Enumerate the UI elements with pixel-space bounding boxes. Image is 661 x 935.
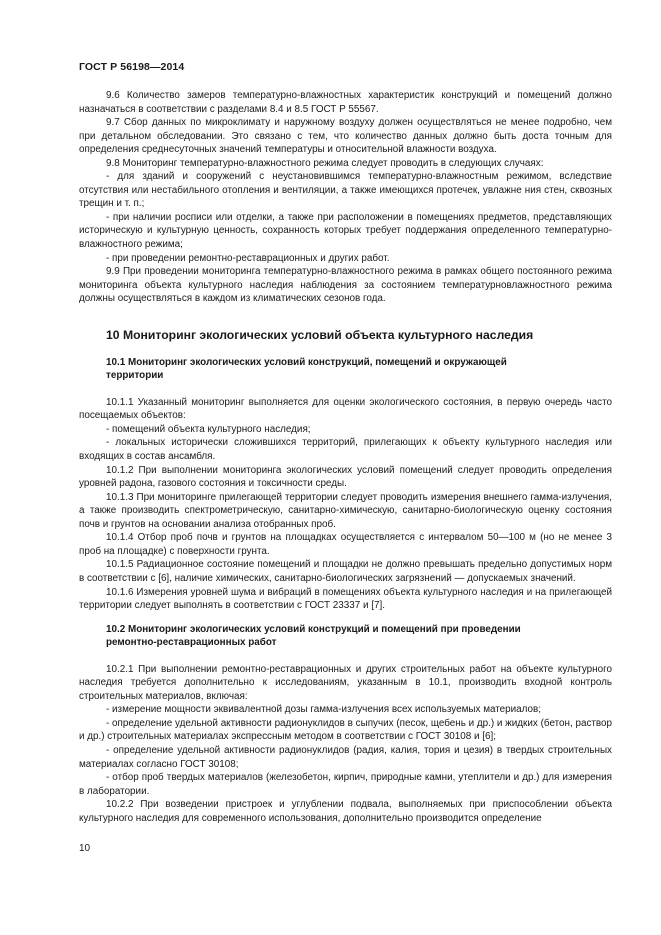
list-item: - локальных исторически сложившихся территорий, прилегающих к объекту культурного наследия или входящих в состав ансамбля. [79,437,612,463]
list-item: - при проведении ремонтно-реставрационных и других работ. [106,252,390,264]
paragraph-9-7: 9.7 Сбор данных по микроклимату и наружному воздуху должен осуществляться не менее подробно, чем при детальном обследовании. Это связано с тем, что количество данных должно быть доста точным для определения среднесуточных значений температуры и относительной влажности воздуха. [79,117,613,156]
page-number: 10 [79,843,91,854]
paragraph-10-1-5: 10.1.5 Радиационное состояние помещений и площадки не должно превышать предельно допустимых норм в соответствии с [6], наличие химических, санитарно-биологических загрязнений — допускаемых значений. [79,559,612,584]
document-header: ГОСТ Р 56198—2014 [79,61,185,73]
list-item: - при наличии росписи или отделки, а также при расположении в помещениях предметов, представляющих историческую и культурную ценность, сохранность которых требует поддержания определенного температурно-влажностного режима; [79,211,612,251]
paragraph-10-1-4: 10.1.4 Отбор проб почв и грунтов на площадках осуществляется с интервалом 50—100 м (но не менее 3 проб на площадке) с поверхности грунта. [79,532,612,557]
list-item: - помещений объекта культурного наследия; [106,423,311,435]
list-item: - определение удельной активности радионуклидов в сыпучих (песок, щебень и др.) и жидких (бетон, раствор и др.) строительных материалах экспрессным методом в соответствии с ГОСТ 30108 и [6]; [79,717,613,743]
document-body [79,89,612,825]
paragraph-10-1-6: 10.1.6 Измерения уровней шума и вибраций в помещениях объекта культурного наследия и на прилегающей территории следует выполнять в соответствии с ГОСТ 23337 и [7]. [79,586,612,612]
paragraph-10-2-2: 10.2.2 При возведении пристроек и углублении подвала, выполняемых при приспособлении объекта культурного наследия для современного использования, дополнительно производится определение [79,799,612,824]
section-10-heading: 10 Мониторинг экологических условий объекта культурного наследия [106,327,534,342]
paragraph-10-2-1: 10.2.1 При выполнении ремонтно-реставрационных и других строительных работ на объекте культурного наследия требуется дополнительно к исследованиям, указанным в 10.1, производить входной контроль строительных материалов, включая: [79,663,612,702]
list-item: - для зданий и сооружений с неустановившимся температурно-влажностным режимом, вследствие отсутствия или нестабильного отопления и вентиляции, а также имеющихся протечек, увлажне ния стен, сквозных трещин и т. п.; [79,171,613,210]
list-item: - отбор проб твердых материалов (железобетон, кирпич, природные камни, утеплители и др.) для измерения в лаборатории. [79,772,612,797]
paragraph-10-1-3: 10.1.3 При мониторинге прилегающей территории следует проводить измерения внешнего гамма-излучения, а также производить спектрометрическую, санитарно-химическую, санитарно-биологическую оценку состояния почв и грунтов на основании анализа отобранных проб. [79,491,612,530]
list-item: - измерение мощности эквивалентной дозы гамма-излучения всех используемых материалов; [106,704,542,716]
paragraph-9-8: 9.8 Мониторинг температурно-влажностного режима следует проводить в следующих случаях: [106,157,544,169]
paragraph-9-9: 9.9 При проведении мониторинга температурно-влажностного режима в рамках общего постоянного режима мониторинга объекта культурного наследия наблюдения за состоянием температурновлажностного режима должны осуществляться в каждом из климатических сезонов года. [79,266,612,305]
subsection-10-1-heading: 10.1 Мониторинг экологических условий конструкций, помещений и окружающей территории [106,356,507,382]
paragraph-10-1-1: 10.1.1 Указанный мониторинг выполняется для оценки экологического состояния, в первую очередь часто посещаемых объектов: [79,396,612,422]
list-item: - определение удельной активности радионуклидов (радия, калия, тория и цезия) в твердых строительных материалах согласно ГОСТ 30108; [79,744,612,770]
subsection-10-2-heading: 10.2 Мониторинг экологических условий конструкций и помещений при проведении ремонтно-реставрационных работ [106,623,521,649]
paragraph-9-6: 9.6 Количество замеров температурно-влажностных характеристик конструкций и помещений должно назначаться в соответствии с разделами 8.4 и 8.5 ГОСТ Р 55567. [79,90,612,115]
paragraph-10-1-2: 10.1.2 При выполнении мониторинга экологических условий помещений следует проводить определения уровней радона, газового состояния и токсичности среды. [79,464,612,490]
